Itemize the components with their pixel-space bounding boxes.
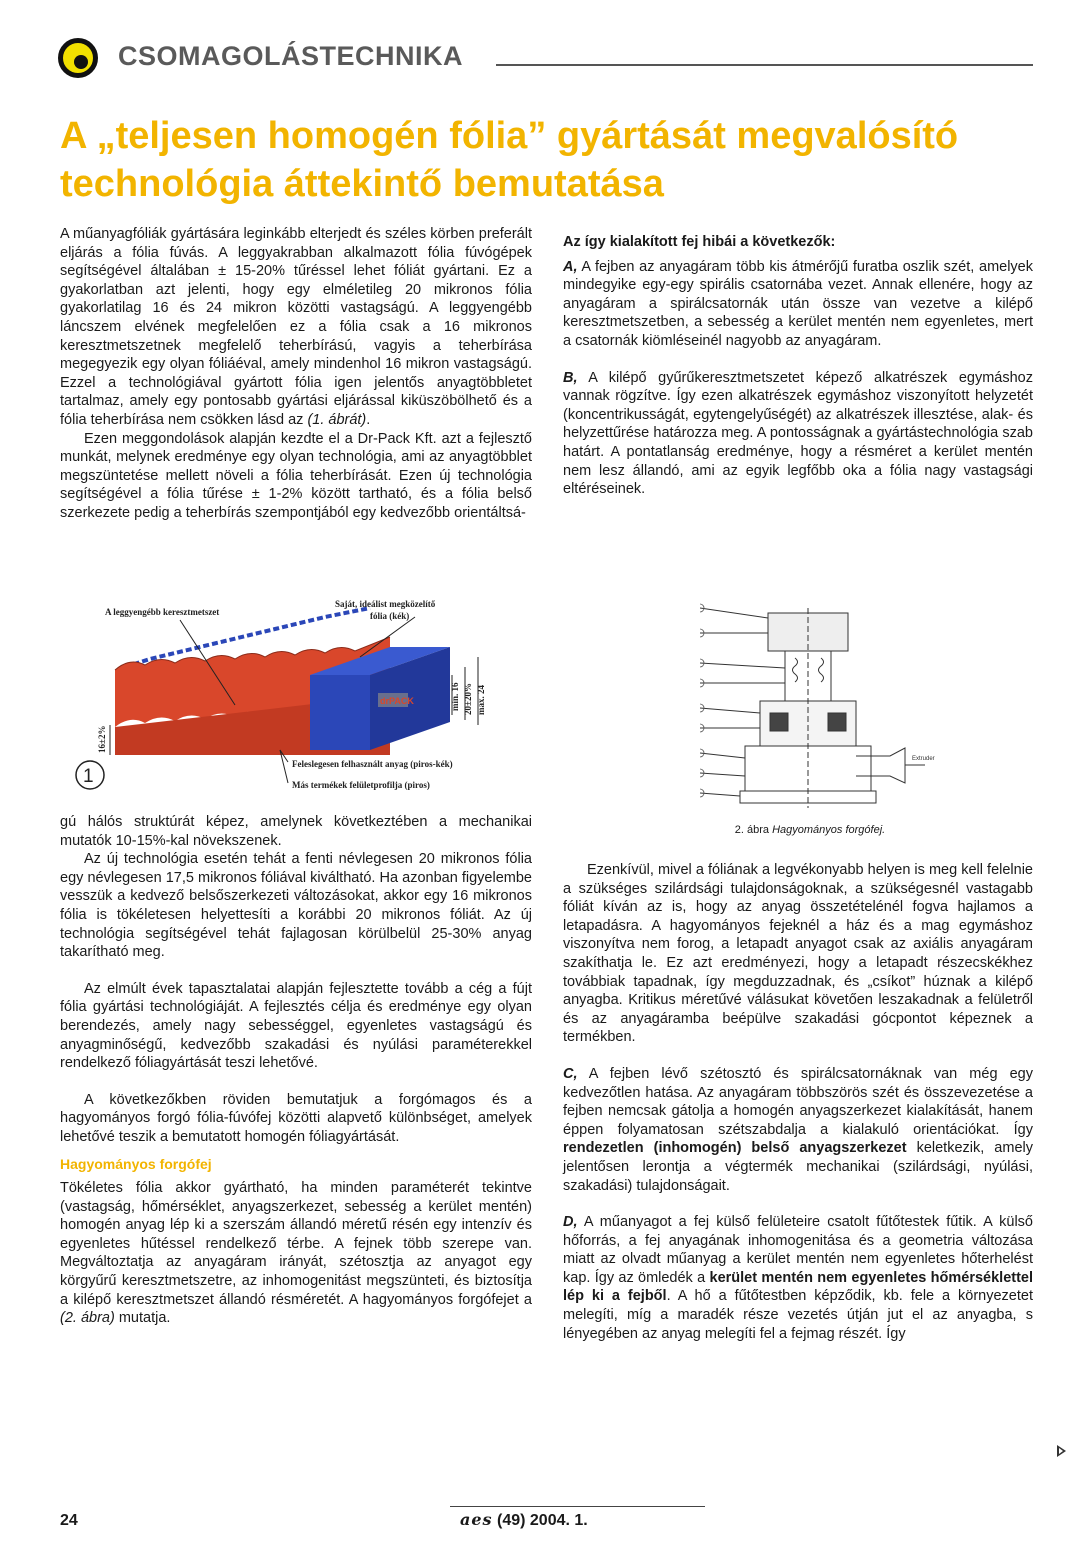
label-waste: Feleslegesen felhasznált anyag (piros-kék) — [292, 759, 453, 769]
right-column — [563, 233, 1033, 499]
label-own-film-2: fólia (kék) — [370, 611, 410, 621]
footer-rule — [450, 1506, 705, 1507]
list-heading: Az így kialakított fej hibái a következők: — [563, 234, 836, 250]
dim-nominal: 20±20% — [463, 683, 473, 715]
journal-info — [460, 1510, 588, 1530]
left-column-top — [60, 225, 532, 523]
list-item-a: A, A fejben az anyagáram több kis átmérőjű furatba oszlik szét, amelyek mindegyike egy-egy spirális csatornába vezet. Annak ellenére, hogy az anyagáram a spirálcsatornák után össze van vezetve a kilépő keresztmetszetben, a sebesség a kerület mentén nem egyenletes, mert a csatornák kiömléseinél nagyobb az anyagáram. — [563, 258, 1033, 349]
brand-text: drPACK — [380, 696, 414, 706]
left-column-bottom — [60, 813, 532, 1328]
figure-2 — [700, 598, 940, 846]
label-extruder: Extruder — [912, 756, 935, 762]
label-other-profile: Más termékek felületprofilja (piros) — [292, 780, 430, 790]
list-item-d: D, A műanyagot a fej külső felületeire csatolt fűtőtestek fűtik. A külső hőforrás, a fej anyagának inhomogenitása és a geometria változása miatt az olvadt műanyag a kerület mentén nem egyenletes hőterhelést kap. Így az ömledék a kerület mentén nem egyenletes hőmérséklettel lép ki a fejből. A hő a fűtőtestben képződik, kb. fele a környezetet melegíti, míg a maradék része vezetés útján jut el az anyagba, s lényegében az anyag melegíti fel a fejmag részét. Így — [563, 1214, 1034, 1342]
journal-issue: (49) 2004. 1. — [492, 1512, 588, 1529]
figure-1-diagram — [60, 595, 532, 800]
paragraph-intro: A műanyagfóliák gyártására leginkább elterjedt és széles körben preferált eljárás a fólia fúvás. A leggyakrabban alkalmazott fólia fúvógépek segítségével általában ± 15-20% tűréssel lehet fóliát gyártani. Ez a gyakorlatban azt jelenti, hogy egy elméletileg 20 mikronos fólia gyakorlatilag 16 és 24 mikron közötti vastagságú. A leggyengébb láncszem elvének megfelelően ez a fólia csak a 16 mikronos keresztmetszetnek megfelelő teherbírású, vagyis a teherbírása megegyezik egy olyan fóliáéval, amely mindenhol 16 mikron vastagságú. Ezzel a technológiával gyártott fólia igen jelentős anyagtöbbletet tartalmaz, amely egy pontosabb gyártási eljárással kiküszöbölhető és a fólia teherbírása nem csökken lásd az (1. ábrát). — [60, 226, 532, 428]
figure-ref: (1. ábrát) — [307, 411, 367, 428]
list-item-b: B, A kilépő gyűrűkeresztmetszetet képező alkatrészek egymáshoz vannak rögzítve. Így ezen alkatrészek egymáshoz viszonyított helyzetét (koncentrikusságát, egytengelyűségét) az alkatrészek illesztése, alak- és helyzettűrése határozza meg. A pontosságnak a gyártástechnológia szab határt. A pontatlanság eredménye, hogy a résméret a kerület mentén nem lesz állandó, ami az egyik legfőbb oka a fólia nagy vastagsági eltéréseinek. — [563, 369, 1033, 498]
section-rule — [496, 64, 1033, 66]
paragraph: Tökéletes fólia akkor gyártható, ha minden paraméterét tekintve (vastagság, hőmérséklet, anyagszerkezet, sebesség a kerület mentén) homogén anyag lép ki a szerszám állandó méretű résén egy intenzív és egyenletes hűtéssel rendelkező térbe. A fejnek több szerepe van. Megváltoztatja az anyagáram irányát, szétosztja az anyagot egy körgyűrű keresztmetszetre, az inhomogenitást megszünteti, és biztosítja a kilépő keresztmetszet állandó résméretét. A hagyományos forgófejet a (2. ábra) mutatja. — [60, 1180, 532, 1327]
figure-ref: (2. ábra) — [60, 1310, 115, 1327]
page-footer — [60, 1506, 1035, 1536]
paragraph: Az elmúlt évek tapasztalatai alapján fejlesztette tovább a cég a fújt fólia gyártási technológiáját. A fejlesztés célja és eredménye egy olyan berendezés, amely nagy sebességgel, egyenletes vastagságú és anyagminőségű, kedvezőbb szakadási és nyúlási paraméterekkel rendelkező fóliagyártását teszi lehetővé. — [60, 980, 532, 1072]
page-number: 24 — [60, 1512, 78, 1529]
rotating-head-drawing — [700, 608, 925, 808]
journal-logo: aes — [460, 1510, 493, 1529]
paragraph: Ezenkívül, mivel a fóliának a legvékonyabb helyen is meg kell felelnie a szükséges szilárdsági tulajdonságoknak, a szükségesnél vastagabb fóliát kíván az is, hogy az anyag összetételénél fogva hajlamos a letapadásra. A hagyományos fejeknél a ház és a mag egymáshoz viszonyítva nem forog, a letapadt anyagot csak az axiális anyagáram szakíthatja le. Ez azt eredményezi, hogy a letapadt részecskékhez továbbiak tapadnak, így megduzzadnak, és „csíkot” húznak a kilépő anyagba. Kritikus méretűvé válásukat követően leszakadnak a felületről és az anyagáramba beépülve szakadási gócpontot képeznek a termékben. — [563, 862, 1033, 1046]
section-title: CSOMAGOLÁSTECHNIKA — [118, 41, 463, 71]
figure-1 — [60, 595, 532, 800]
article-title: A „teljesen homogén fólia” gyártását megvalósító technológia áttekintő bemutatása — [60, 115, 959, 205]
paragraph: A következőkben röviden bemutatjuk a forgómagos és a hagyományos forgó fólia-fúvófej közötti alapvető különbséget, amelyek lehetővé teszik a bemutatott homogén fóliagyártását. — [60, 1091, 532, 1145]
paragraph: Az új technológia esetén tehát a fenti névlegesen 20 mikronos fólia egy névlegesen 17,5 mikronos fóliával kiváltható. Ha azonban figyelembe vesszük a kedvező belsőszerkezeti változásokat, akkor egy 16 mikronos fólia is tökéletesen helyettesíti a korábbi 20 mikronos fóliát. Az új technológia segítségével tehát fajlagosan körülbelül 25-30% anyag takarítható meg. — [60, 851, 532, 961]
label-weakest: A leggyengébb keresztmetszet — [105, 607, 220, 617]
list-item-c: C, A fejben lévő szétosztó és spirálcsatornáknak van még egy kedvezőtlen hatása. Az anyagáram többszörös szét és összevezetése a fejben nemcsak gátolja a homogén anyagszerkezet kialakítását, hanem éppen folyamatosan szétszabdalja a kialakuló orientációkat. Így rendezetlen (inhomogén) belső anyagszerkezet keletkezik, amely jelentősen lerontja a végtermék mechanikai (szilárdsági, nyúlási, szakadási) tulajdonságait. — [563, 1065, 1033, 1194]
section-bullet-icon — [58, 38, 98, 78]
right-column-bottom — [563, 861, 1033, 1343]
subheading: Hagyományos forgófej — [60, 1155, 212, 1172]
figure-number: 1 — [83, 766, 94, 787]
label-own-film: Saját, ideálist megközelítő — [335, 599, 436, 609]
dim-min: min. 16 — [450, 682, 460, 711]
dim-max: max. 24 — [476, 685, 486, 715]
figure-2-diagram — [700, 598, 940, 818]
figure-2-caption: 2. ábra Hagyományos forgófej. — [734, 824, 886, 836]
continue-arrow-icon — [1057, 1445, 1066, 1457]
dim-left: 16±2% — [97, 725, 107, 753]
paragraph: gú hálós struktúrát képez, amelynek következtében a mechanikai mutatók 10-15%-kal növekszenek. — [60, 814, 532, 849]
paragraph: Ezen meggondolások alapján kezdte el a Dr-Pack Kft. azt a fejlesztő munkát, melynek eredménye egy olyan technológia, ami az anyagtöbblet megszüntetése mellett növeli a fólia teherbírását. Ezen új technológia segítségével a fólia tűrése ± 1-2% között tartható, és a fólia belső szerkezete pedig a teherbírás szempontjából egy kedvezőbb orientáltsá- — [60, 430, 532, 521]
section-header — [58, 38, 1033, 88]
